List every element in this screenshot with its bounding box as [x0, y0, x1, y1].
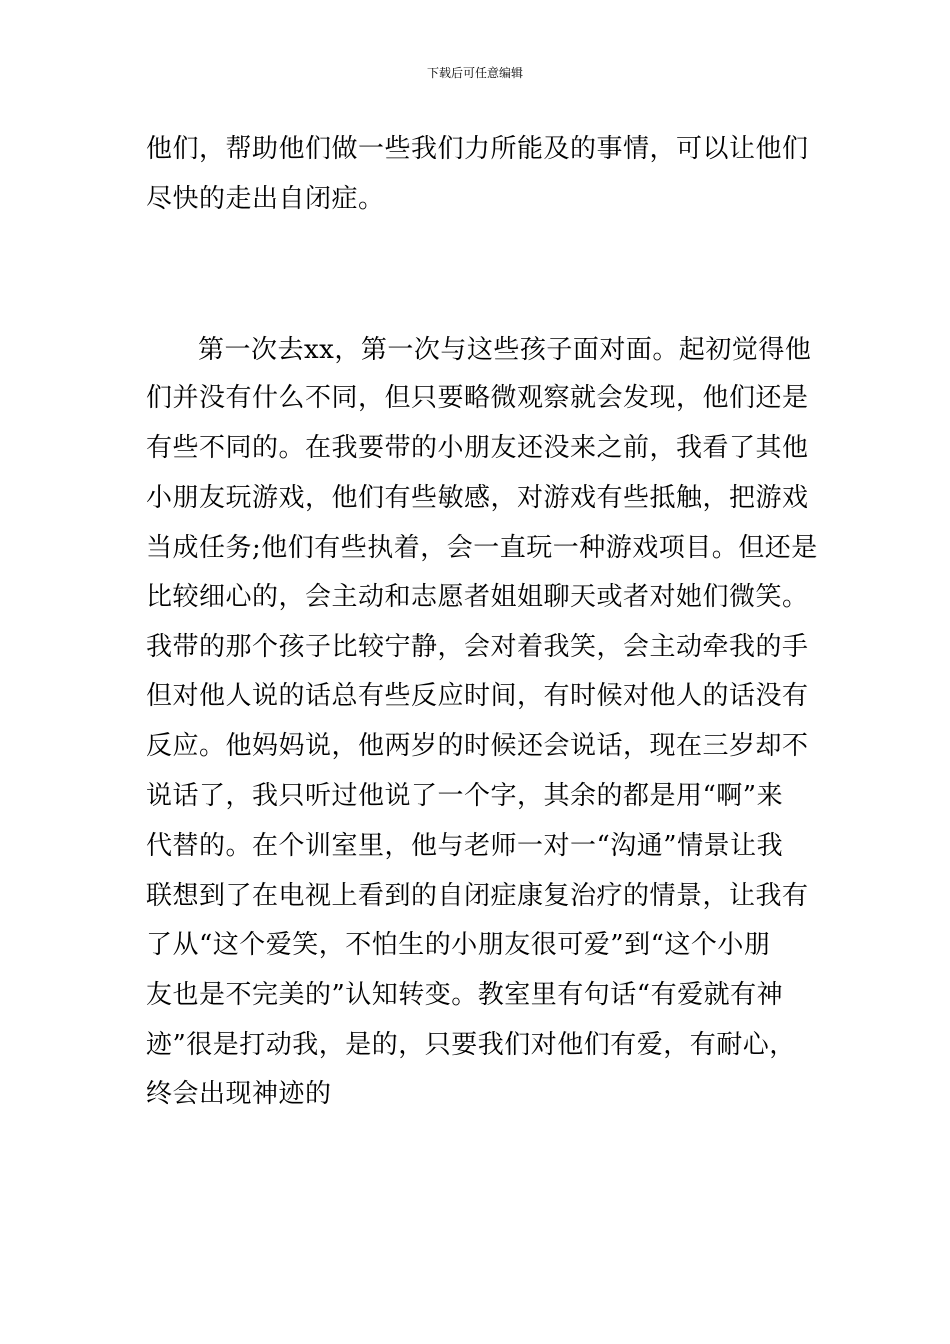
- paragraph-line: 小朋友玩游戏，他们有些敏感，对游戏有些抵触，把游戏: [146, 483, 809, 513]
- paragraph-line: 迹”很是打动我，是的，只要我们对他们有爱，有耐心，: [146, 1030, 796, 1060]
- paragraph-line: 比较细心的，会主动和志愿者姐姐聊天或者对她们微笑。: [146, 582, 809, 612]
- paragraph-line: 代替的。在个训室里，他与老师一对一“沟通”情景让我: [146, 831, 784, 861]
- paragraph-line: 终会出现神迹的: [146, 1079, 332, 1109]
- paragraph-line: 有些不同的。在我要带的小朋友还没来之前，我看了其他: [146, 433, 809, 463]
- paragraph-line: 但对他人说的话总有些反应时间，有时候对他人的话没有: [146, 681, 809, 711]
- page-header-note: 下载后可任意编辑: [426, 66, 523, 80]
- paragraph-line: 友也是不完美的”认知转变。教室里有句话“有爱就有神: [146, 980, 784, 1010]
- paragraph-line: 联想到了在电视上看到的自闭症康复治疗的情景，让我有: [146, 881, 809, 911]
- paragraph-line: 反应。他妈妈说，他两岁的时候还会说话，现在三岁却不: [146, 731, 809, 761]
- paragraph-line: 第一次去xx，第一次与这些孩子面对面。起初觉得他: [198, 335, 812, 365]
- paragraph-line: 们并没有什么不同，但只要略微观察就会发现，他们还是: [146, 383, 809, 413]
- paragraph-line: 当成任务;他们有些执着，会一直玩一种游戏项目。但还是: [146, 533, 818, 563]
- paragraph-line: 尽快的走出自闭症。: [146, 184, 385, 214]
- paragraph-line: 我带的那个孩子比较宁静，会对着我笑，会主动牵我的手: [146, 632, 809, 662]
- paragraph-line: 说话了，我只听过他说了一个字，其余的都是用“啊”来: [146, 781, 784, 811]
- paragraph-line: 了从“这个爱笑，不怕生的小朋友很可爱”到“这个小朋: [146, 930, 771, 960]
- paragraph-line: 他们，帮助他们做一些我们力所能及的事情，可以让他们: [146, 134, 809, 164]
